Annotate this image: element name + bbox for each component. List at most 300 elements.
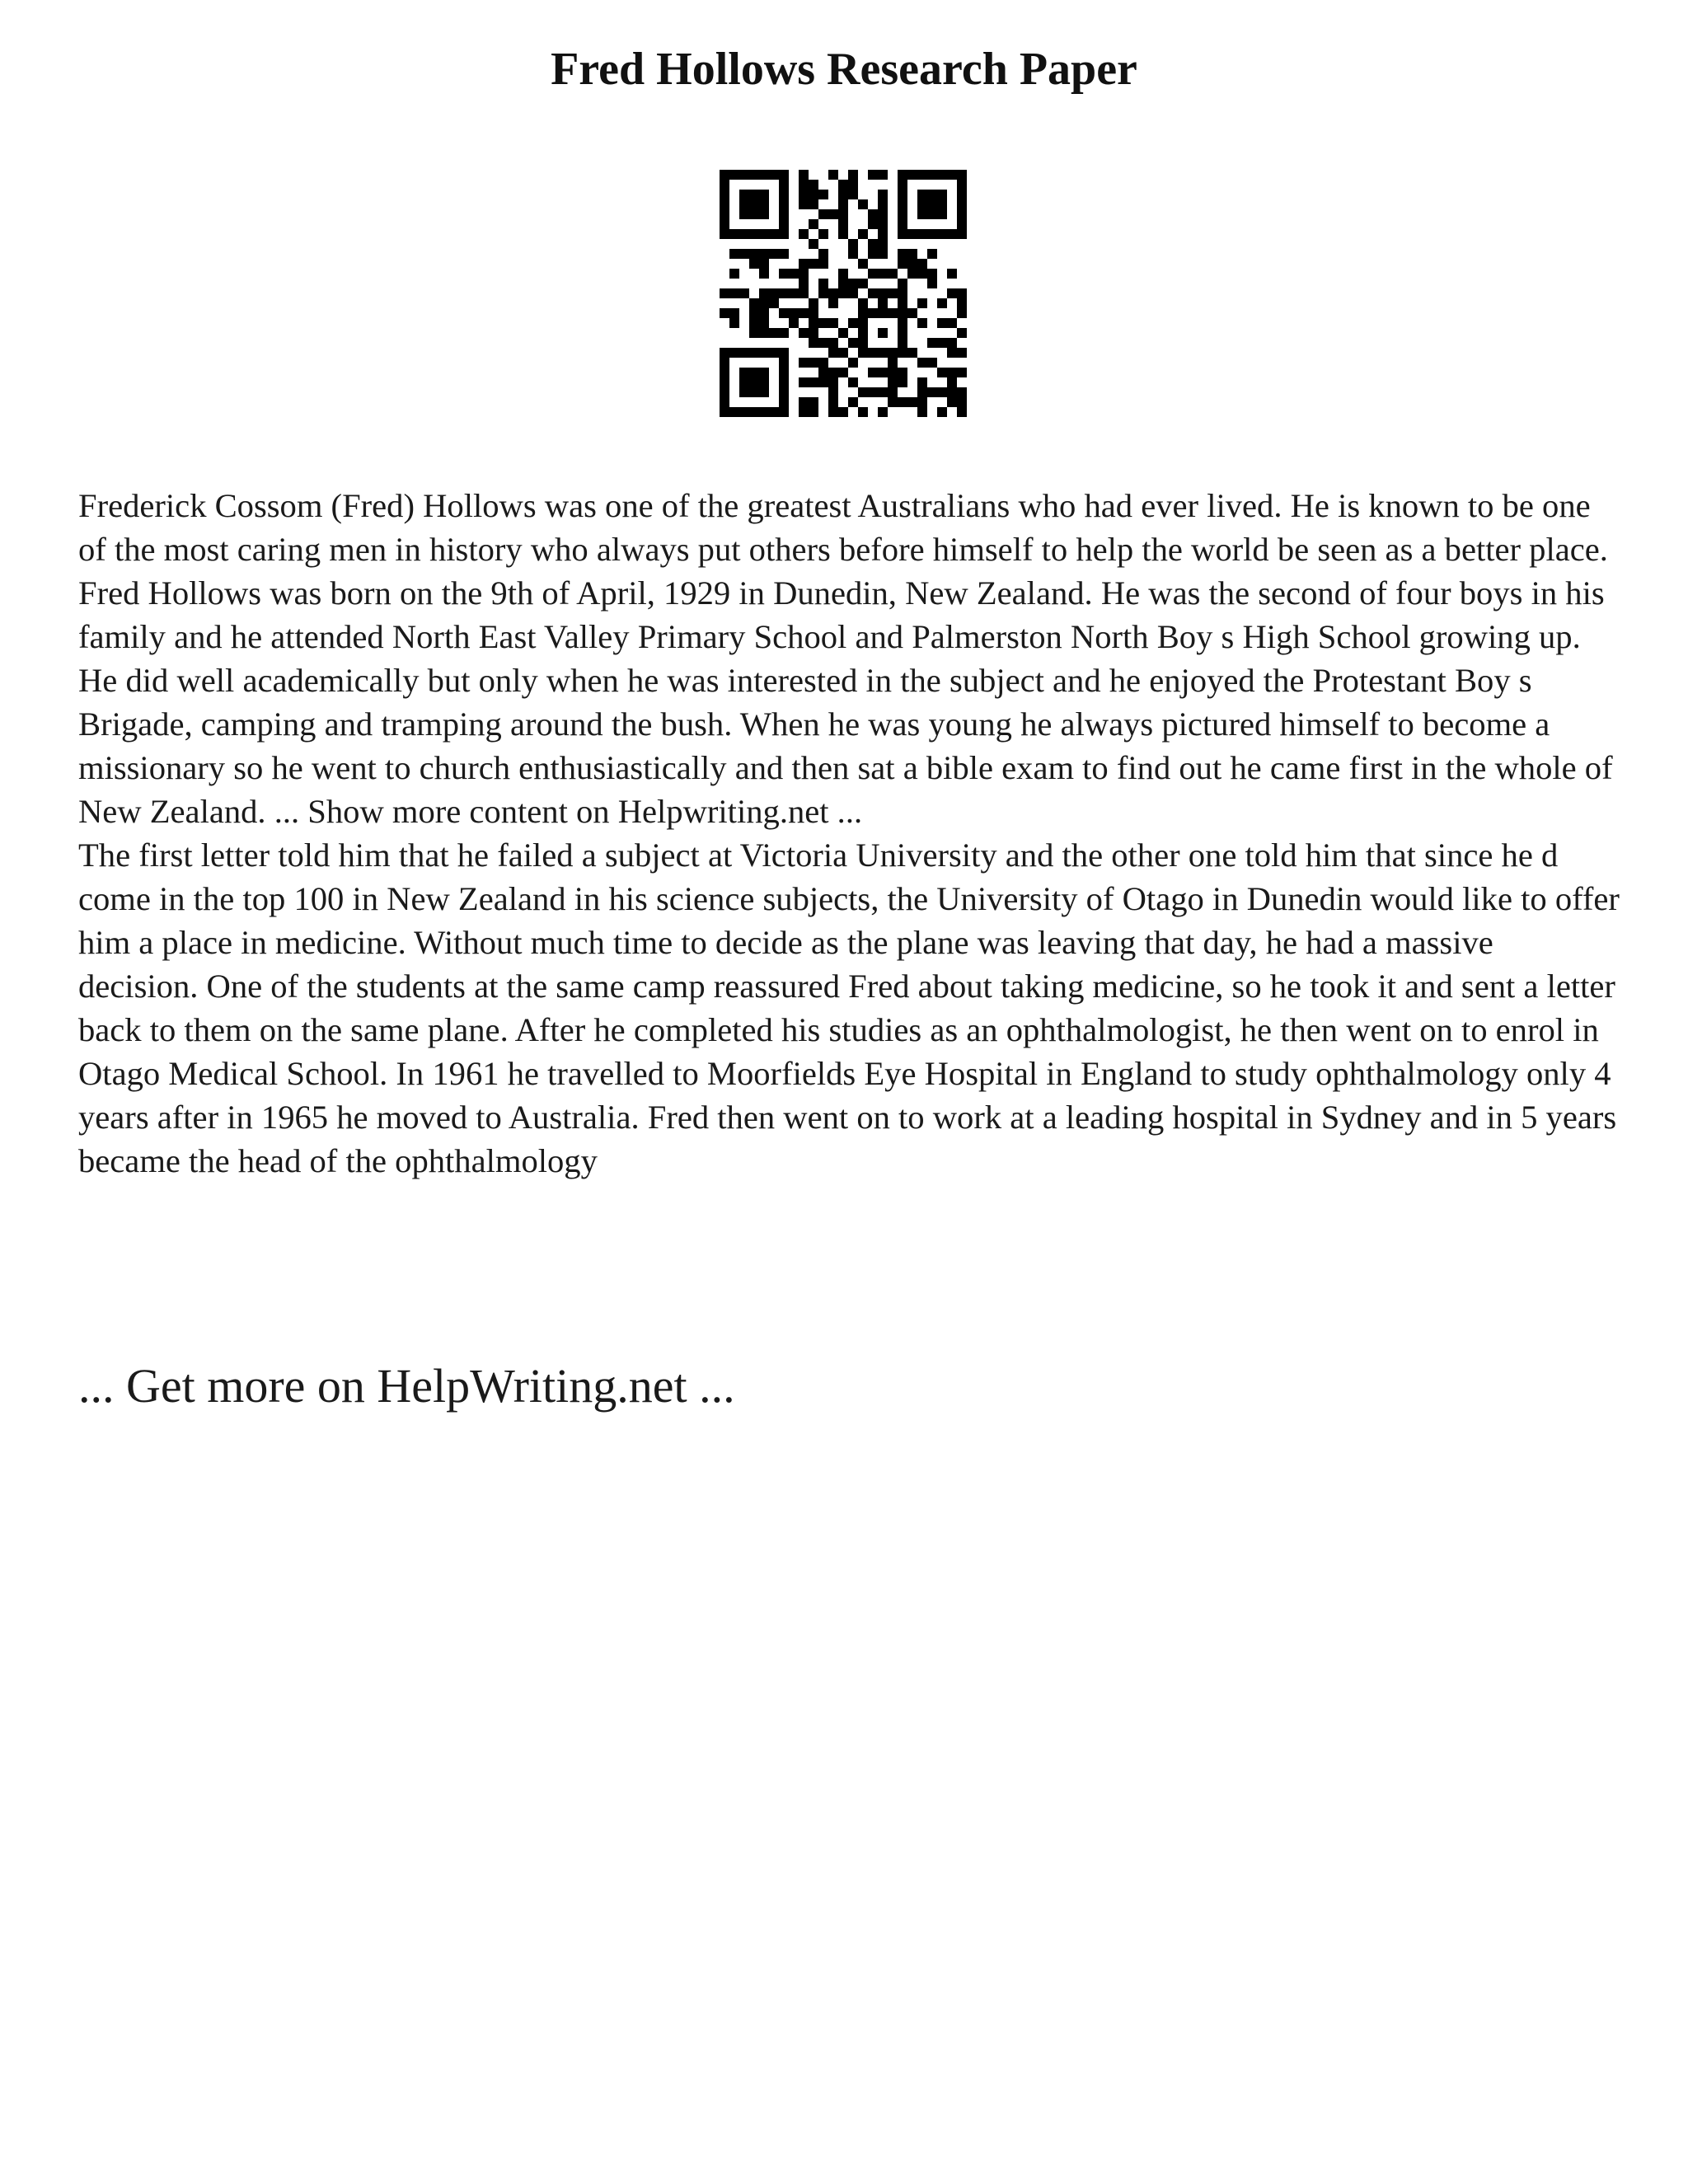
qr-module [759,308,769,318]
qr-module [779,209,789,219]
qr-module [779,269,789,279]
qr-module [838,229,848,239]
qr-module [749,259,759,269]
qr-module [937,190,947,199]
qr-module [720,288,729,298]
qr-module [779,229,789,239]
qr-module [809,377,818,387]
qr-module [779,377,789,387]
qr-module [838,328,848,338]
qr-module [878,348,888,358]
qr-module [799,407,809,417]
qr-module [759,298,769,308]
qr-module [779,199,789,209]
qr-module [848,249,858,259]
qr-module [917,377,927,387]
qr-module [888,269,898,279]
qr-module [818,190,828,199]
qr-module [828,348,838,358]
qr-module [739,190,749,199]
qr-module [927,249,937,259]
qr-module [828,377,838,387]
qr-module [759,249,769,259]
qr-module [848,180,858,190]
qr-module [907,269,917,279]
qr-module [917,318,927,328]
qr-module [739,348,749,358]
qr-module [818,209,828,219]
qr-module [838,219,848,229]
qr-module [947,318,957,328]
qr-module [888,358,898,368]
qr-module [720,387,729,397]
qr-module [907,397,917,407]
qr-module [848,239,858,249]
qr-module [907,259,917,269]
qr-module [947,288,957,298]
qr-module [809,358,818,368]
qr-module [759,387,769,397]
qr-module [878,190,888,199]
qr-module [749,229,759,239]
qr-module [809,259,818,269]
qr-module [838,348,848,358]
qr-module [848,318,858,328]
qr-module [858,279,868,288]
qr-module [749,298,759,308]
qr-module [848,190,858,199]
qr-module [720,368,729,377]
qr-module [749,377,759,387]
qr-module [937,368,947,377]
qr-module [799,269,809,279]
qr-module [917,298,927,308]
qr-module [779,328,789,338]
qr-module [907,308,917,318]
qr-module [868,387,878,397]
qr-module [749,249,759,259]
qr-module [917,397,927,407]
qr-module [878,288,888,298]
qr-module [779,180,789,190]
qr-module [907,229,917,239]
qr-module [937,318,947,328]
qr-module [818,368,828,377]
qr-module [838,199,848,209]
qr-module [898,259,907,269]
qr-module [917,199,927,209]
qr-module [917,209,927,219]
qr-module [828,170,838,180]
qr-module [947,269,957,279]
qr-module [927,269,937,279]
qr-module [759,190,769,199]
qr-module [927,358,937,368]
qr-module [759,377,769,387]
qr-module [907,348,917,358]
qr-module [779,170,789,180]
qr-module [759,209,769,219]
qr-module [749,348,759,358]
qr-module [729,407,739,417]
paragraph-intro: Frederick Cossom (Fred) Hollows was one of the greatest Australians who had ever lived. He is known to be one of the most caring men in history who always put others before himself to help the world be seen as a better place. [78,487,1608,568]
qr-module [838,279,848,288]
qr-module [828,397,838,407]
qr-module [739,407,749,417]
qr-module [838,190,848,199]
qr-module [957,328,967,338]
qr-module [957,298,967,308]
qr-module [779,348,789,358]
qr-module [799,229,809,239]
qr-module [789,318,799,328]
qr-module [739,209,749,219]
qr-module [898,180,907,190]
qr-module [898,229,907,239]
qr-module [868,249,878,259]
qr-module [828,318,838,328]
qr-module [739,377,749,387]
qr-module [848,338,858,348]
qr-module [858,199,868,209]
qr-module [809,328,818,338]
qr-module [858,318,868,328]
qr-module [739,368,749,377]
qr-module [917,358,927,368]
qr-module [828,338,838,348]
qr-module [749,387,759,397]
qr-module [759,328,769,338]
qr-module [759,170,769,180]
qr-module [759,199,769,209]
qr-module [799,190,809,199]
qr-module [868,269,878,279]
qr-module [779,308,789,318]
qr-module [848,358,858,368]
qr-module [917,269,927,279]
qr-module [858,259,868,269]
qr-module [799,259,809,269]
qr-module [957,348,967,358]
qr-module [927,279,937,288]
qr-module [720,308,729,318]
qr-module [937,387,947,397]
qr-module [759,259,769,269]
qr-module [947,338,957,348]
qr-module [868,368,878,377]
qr-module [957,288,967,298]
qr-module [898,328,907,338]
qr-module [878,407,888,417]
qr-module [739,199,749,209]
qr-module [947,229,957,239]
page-title: Fred Hollows Research Paper [551,44,1137,95]
qr-module [799,199,809,209]
qr-module [907,170,917,180]
qr-module [818,288,828,298]
qr-module [799,397,809,407]
qr-module [720,358,729,368]
qr-module [957,219,967,229]
qr-module [818,249,828,259]
qr-module [878,219,888,229]
qr-module [947,397,957,407]
qr-module [957,308,967,318]
qr-module [729,229,739,239]
qr-module [898,249,907,259]
qr-module [729,318,739,328]
qr-module [759,229,769,239]
qr-module [720,229,729,239]
qr-module [779,358,789,368]
article-body [78,484,1620,1183]
qr-module [878,368,888,377]
qr-module [759,288,769,298]
qr-module [898,219,907,229]
qr-module [789,288,799,298]
qr-module [848,377,858,387]
qr-module [888,377,898,387]
qr-module [838,288,848,298]
qr-module [809,239,818,249]
qr-module [898,298,907,308]
qr-module [818,279,828,288]
qr-module [888,397,898,407]
qr-module [898,397,907,407]
qr-module [957,368,967,377]
qr-module [878,239,888,249]
qr-module [937,229,947,239]
qr-module [838,209,848,219]
qr-module [957,397,967,407]
qr-module [729,288,739,298]
qr-module [749,318,759,328]
qr-module [809,397,818,407]
qr-module [720,180,729,190]
qr-module [898,338,907,348]
qr-module [917,229,927,239]
qr-module [917,407,927,417]
qr-module [809,407,818,417]
qr-module [878,249,888,259]
qr-module [898,308,907,318]
qr-module [888,368,898,377]
qr-module [779,368,789,377]
qr-module [779,387,789,397]
qr-module [720,377,729,387]
qr-module [828,298,838,308]
qr-module [858,338,868,348]
qr-module [720,170,729,180]
qr-module [878,209,888,219]
qr-module [769,249,779,259]
qr-module [917,190,927,199]
qr-module [720,348,729,358]
qr-module [858,328,868,338]
qr-module [957,407,967,417]
qr-module [809,190,818,199]
qr-module [759,368,769,377]
qr-module [720,407,729,417]
qr-module [878,170,888,180]
qr-module [898,368,907,377]
qr-module [739,387,749,397]
qr-module [838,407,848,417]
qr-module [888,308,898,318]
qr-module [937,407,947,417]
qr-module [957,180,967,190]
qr-module [898,190,907,199]
qr-module [898,377,907,387]
qr-module [729,249,739,259]
qr-module [858,348,868,358]
qr-module [729,348,739,358]
qr-module [779,190,789,199]
qr-module [898,318,907,328]
qr-module [828,407,838,417]
qr-module [868,308,878,318]
qr-module [759,269,769,279]
qr-module [799,288,809,298]
qr-module [818,358,828,368]
qr-module [878,387,888,397]
qr-module [878,199,888,209]
qr-module [947,368,957,377]
qr-module [957,190,967,199]
qr-module [809,219,818,229]
qr-module [809,298,818,308]
qr-module [799,170,809,180]
qr-module [937,199,947,209]
qr-module [818,259,828,269]
qr-module [848,279,858,288]
qr-module [769,288,779,298]
qr-module [898,209,907,219]
qr-module [769,348,779,358]
qr-module [769,170,779,180]
qr-module [848,288,858,298]
qr-module [927,199,937,209]
qr-module [838,368,848,377]
qr-module [888,288,898,298]
qr-module [799,377,809,387]
qr-module [769,407,779,417]
qr-module [898,199,907,209]
qr-module [729,269,739,279]
qr-module [927,338,937,348]
qr-module [868,209,878,219]
qr-module [749,308,759,318]
qr-module [828,368,838,377]
qr-module [799,328,809,338]
qr-module [769,229,779,239]
qr-module [878,229,888,239]
qr-module [898,279,907,288]
qr-module [809,308,818,318]
qr-module [809,338,818,348]
qr-module [848,170,858,180]
qr-module [799,279,809,288]
qr-module [729,170,739,180]
qr-module [927,190,937,199]
qr-module [759,318,769,328]
qr-module [858,229,868,239]
qr-module [868,219,878,229]
qr-module [759,407,769,417]
qr-module [779,397,789,407]
qr-module [947,170,957,180]
qr-module [878,308,888,318]
qr-module [957,387,967,397]
qr-module [828,209,838,219]
qr-module [720,397,729,407]
qr-module [957,209,967,219]
qr-module [828,387,838,397]
qr-module [878,328,888,338]
qr-module [858,387,868,397]
qr-module [917,259,927,269]
qr-module [888,387,898,397]
get-more-link[interactable]: ... Get more on HelpWriting.net ... [78,1359,735,1413]
qr-module [720,199,729,209]
qr-module [809,199,818,209]
qr-module [809,180,818,190]
qr-module [927,387,937,397]
paragraph-career: The first letter told him that he failed a subject at Victoria University and the other one told him that since he d come in the top 100 in New Zealand in his science subjects, the University of Otago in Dunedin would like to offer him a place in medicine. Without much time to decide as the plane was leaving that day, he had a massive decision. One of the students at the same camp reassured Fred about taking medicine, so he took it and sent a letter back to them on the same plane. After he completed his studies as an ophthalmologist, he then went on to enrol in Otago Medical School. In 1961 he travelled to Moorfields Eye Hospital in England to study ophthalmology only 4 years after in 1965 he moved to Australia. Fred then went on to work at a leading hospital in Sydney and in 5 years became the head of the ophthalmology [78,837,1620,1179]
qr-module [917,170,927,180]
qr-module [739,288,749,298]
qr-module [759,348,769,358]
qr-module [779,407,789,417]
qr-module [927,229,937,239]
qr-module [779,288,789,298]
qr-module [749,199,759,209]
qr-module [779,249,789,259]
qr-module [858,308,868,318]
qr-module [957,229,967,239]
qr-module [828,288,838,298]
qr-module [957,170,967,180]
qr-module [729,308,739,318]
qr-module [898,170,907,180]
qr-module [749,407,759,417]
qr-module [947,387,957,397]
qr-module [947,348,957,358]
qr-module [937,298,947,308]
qr-module [809,318,818,328]
qr-module [888,348,898,358]
qr-module [818,338,828,348]
qr-module [848,397,858,407]
qr-code-icon [720,170,967,417]
qr-module [907,249,917,259]
qr-module [799,308,809,318]
qr-module [917,387,927,397]
qr-module [749,170,759,180]
qr-module [858,298,868,308]
qr-module [838,269,848,279]
qr-module [898,288,907,298]
qr-module [927,209,937,219]
qr-module [769,298,779,308]
qr-module [749,190,759,199]
qr-module [868,288,878,298]
qr-module [720,209,729,219]
qr-module [868,348,878,358]
qr-module [749,328,759,338]
qr-module [937,338,947,348]
qr-module [858,407,868,417]
